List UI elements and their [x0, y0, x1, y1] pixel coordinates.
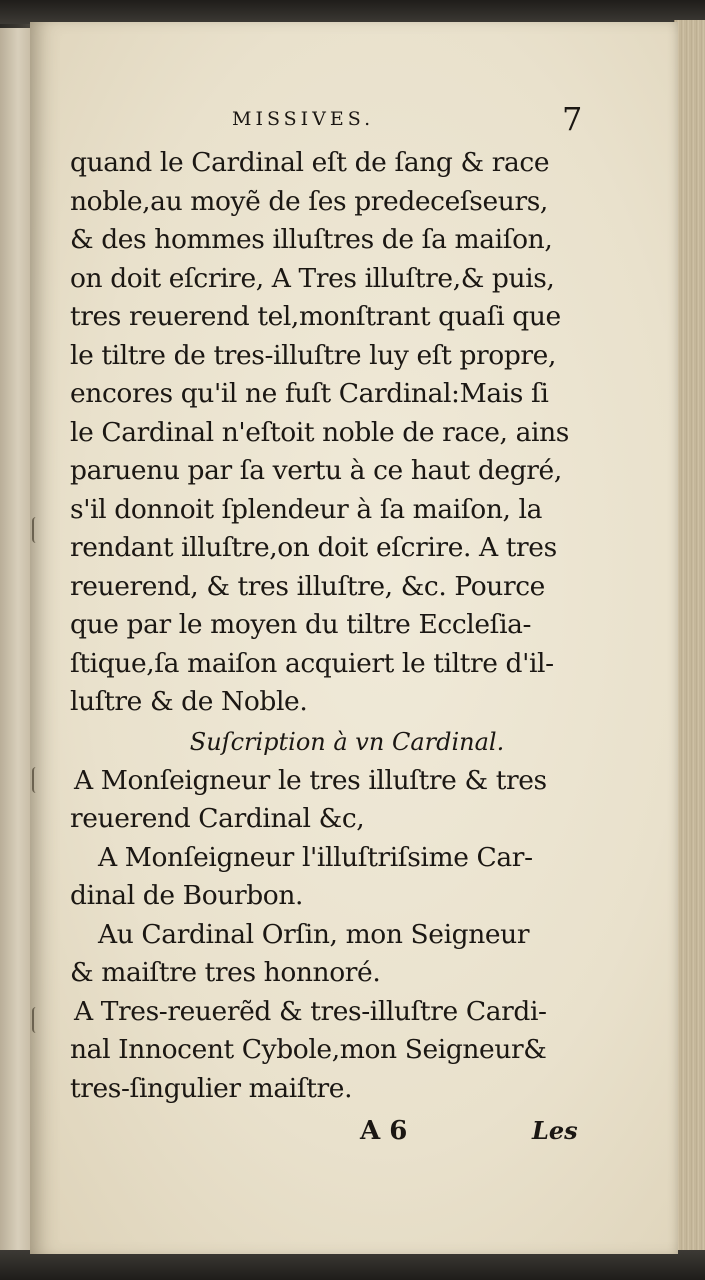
- text-line: quand le Cardinal eſt de ſang & race: [70, 147, 550, 178]
- page-fore-edge: [674, 20, 705, 1265]
- page-footer: [70, 1112, 590, 1156]
- entry-line: & maiſtre tres honnoré.: [70, 957, 381, 988]
- page-header: [70, 100, 590, 144]
- text-line: noble,au moyẽ de ſes predeceſseurs,: [70, 185, 548, 217]
- text-block: [70, 100, 590, 1156]
- text-line: reuerend, & tres illuſtre, &c. Pource: [70, 570, 545, 602]
- binding-thread: [32, 517, 40, 543]
- text-line: on doit eſcrire, A Tres illuſtre,& puis,: [70, 262, 555, 294]
- page-number: 7: [562, 100, 583, 138]
- text-line: que par le moyen du tiltre Eccleſia-: [70, 609, 532, 640]
- binding-bottom-edge: [0, 1250, 705, 1280]
- catchword: Les: [532, 1116, 578, 1145]
- text-line: tres reuerend tel,monſtrant quaſi que: [70, 301, 561, 332]
- entry-line: tres-ſingulier maiſtre.: [70, 1072, 353, 1104]
- text-line: & des hommes illuſtres de ſa maiſon,: [70, 224, 553, 255]
- entry-line: dinal de Bourbon.: [70, 880, 304, 911]
- text-line: rendant illuſtre,on doit eſcrire. A tres: [70, 532, 557, 563]
- book-page: [30, 22, 678, 1254]
- signature-mark: A 6: [360, 1116, 408, 1146]
- entry-line: nal Innocent Cybole,mon Seigneur&: [70, 1034, 547, 1065]
- running-head: MISSIVES.: [232, 108, 375, 130]
- binding-thread: [32, 767, 40, 793]
- binding-thread: [32, 1007, 40, 1033]
- text-line: s'il donnoit ſplendeur à ſa maiſon, la: [70, 493, 543, 525]
- entry-line: Au Cardinal Orſin, mon Seigneur: [98, 918, 530, 950]
- entry-line: A Monſeigneur le tres illuſtre & tres: [74, 764, 547, 796]
- text-line: encores qu'il ne fuſt Cardinal:Mais ſi: [70, 378, 549, 409]
- text-line: luſtre & de Noble.: [70, 686, 308, 717]
- text-line: paruenu par ſa vertu à ce haut degré,: [70, 455, 562, 486]
- facing-page-edge: [0, 28, 31, 1250]
- text-line: le tiltre de tres-illuſtre luy eſt propre,: [70, 339, 556, 371]
- binding-top-edge: [0, 0, 705, 24]
- address-entries: [70, 762, 590, 1109]
- entry-line: reuerend Cardinal &c,: [70, 803, 365, 834]
- text-line: le Cardinal n'eſtoit noble de race, ains: [70, 416, 569, 448]
- section-heading: Suſcription à vn Cardinal.: [189, 727, 505, 756]
- entry-line: A Monſeigneur l'illuſtriſsime Car-: [98, 841, 533, 873]
- text-line: ſtique,ſa maiſon acquiert le tiltre d'il-: [70, 647, 554, 679]
- body-paragraph: [70, 144, 590, 722]
- entry-line: A Tres-reuerẽd & tres-illuſtre Cardi-: [74, 995, 547, 1027]
